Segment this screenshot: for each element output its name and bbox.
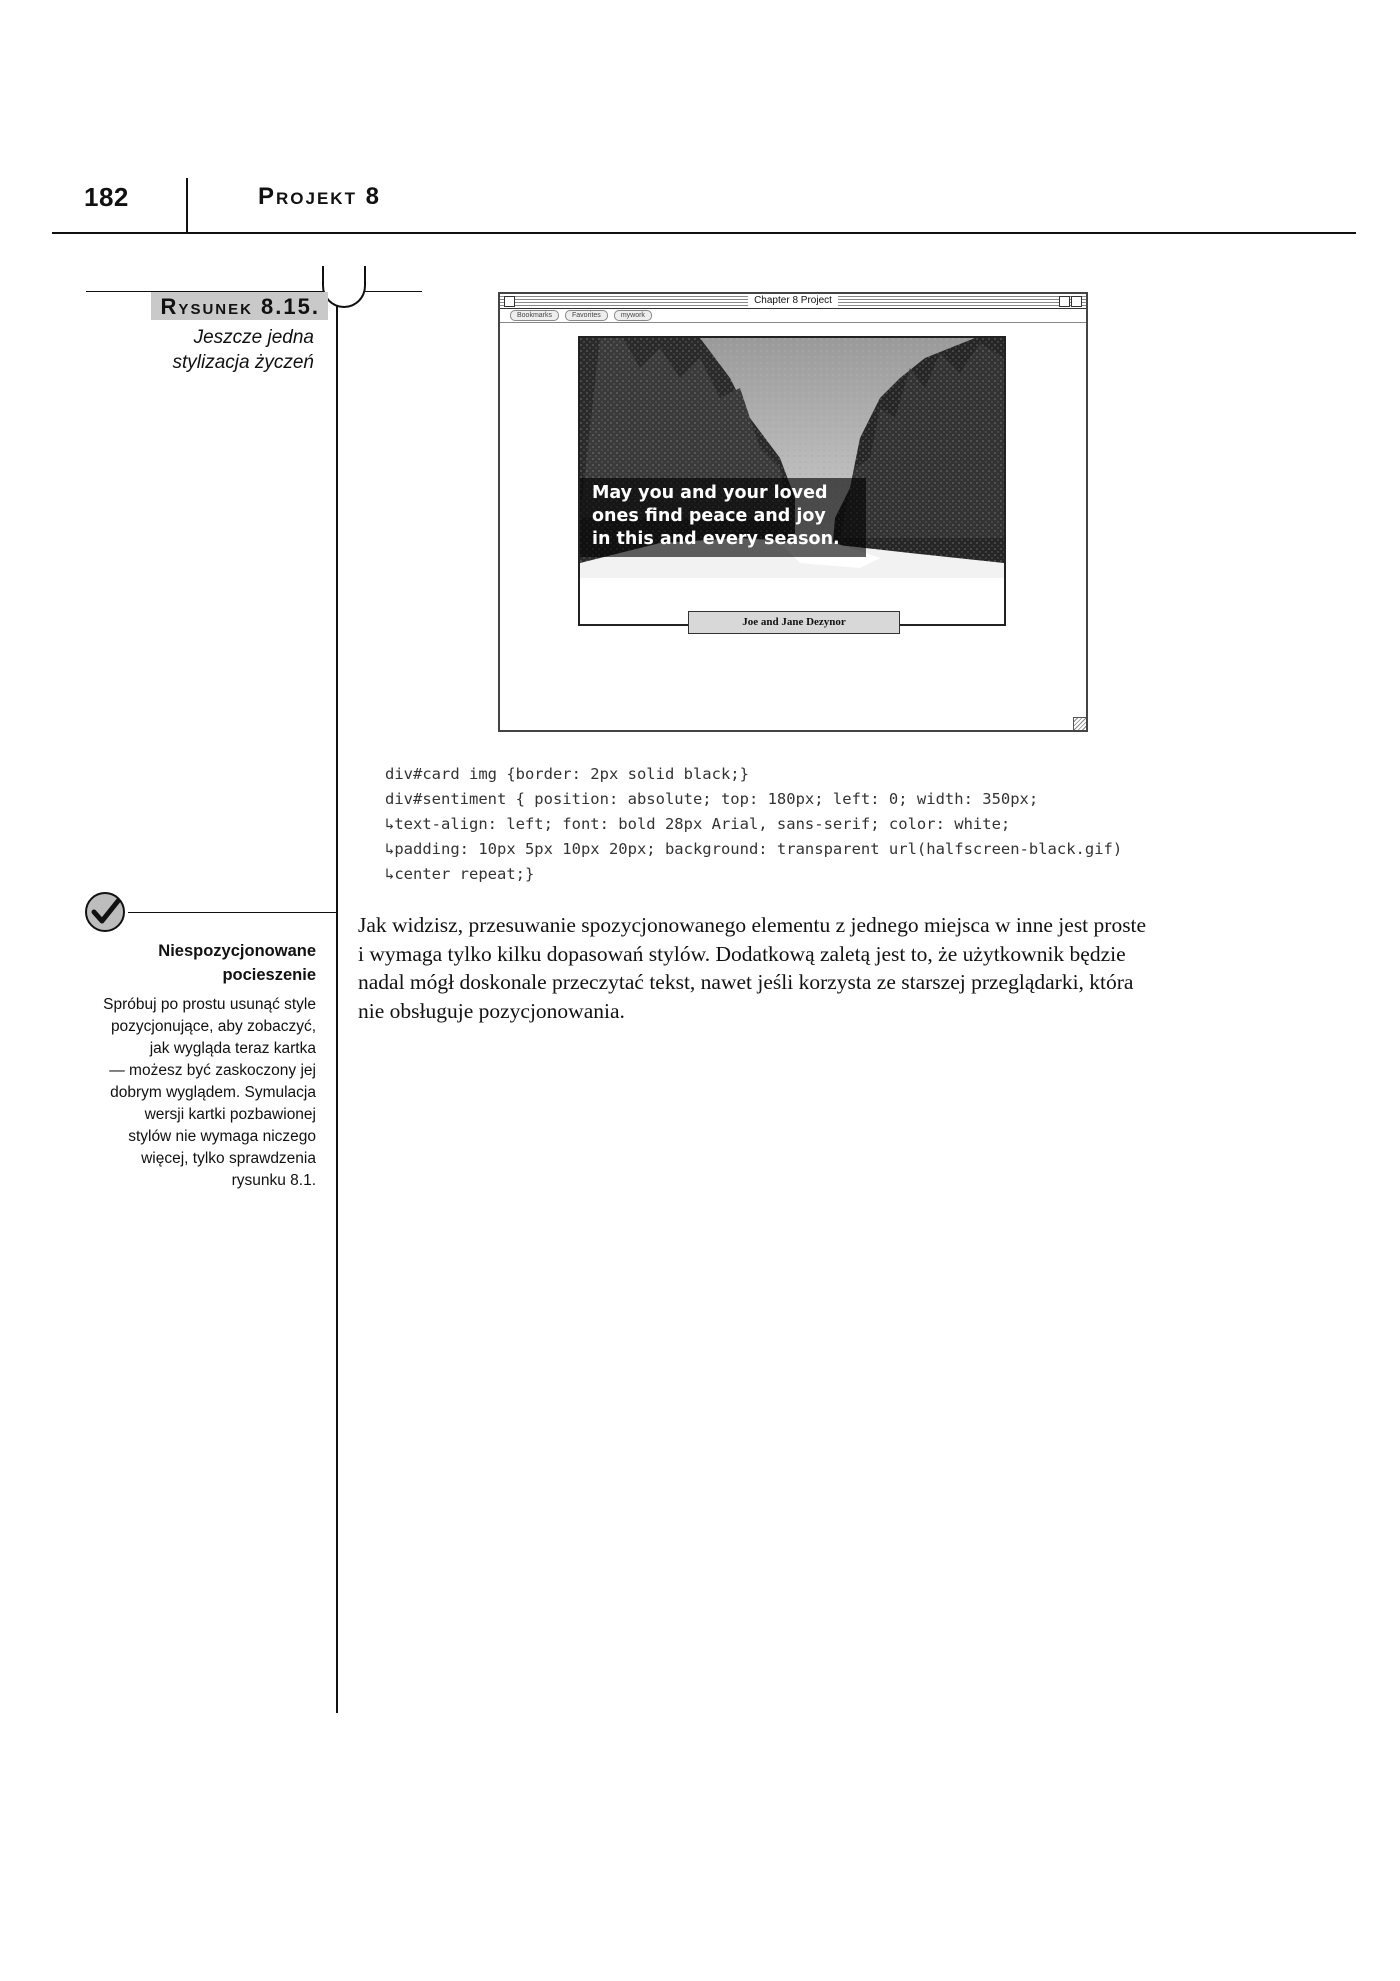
tip-body-line: pozycjonujące, aby zobaczyć, — [110, 1018, 316, 1035]
tip-body-line: Spróbuj po prostu usunąć style — [103, 996, 316, 1013]
sentiment-line: ones find peace and joy — [592, 506, 826, 526]
window-title: Chapter 8 Project — [748, 294, 838, 308]
body-line: nie obsługuje pozycjonowania. — [358, 998, 625, 1023]
code-line: ↳padding: 10px 5px 10px 20px; background: transparent url(halfscreen-black.gif) — [385, 840, 1123, 858]
sentiment-line: in this and every season. — [592, 529, 840, 549]
collapse-box-icon — [1071, 296, 1082, 307]
sentiment-line: May you and your loved — [592, 483, 828, 503]
code-line: ↳text-align: left; font: bold 28px Arial, sans-serif; color: white; — [385, 815, 1011, 833]
header-rule — [52, 232, 1356, 234]
figure-caption-line: stylizacja życzeń — [172, 352, 314, 373]
figure-hook-ornament — [322, 266, 366, 308]
toolbar-button: Bookmarks — [510, 310, 559, 321]
greeting-card — [578, 336, 1006, 626]
tip-body-line: wersji kartki pozbawionej — [144, 1106, 316, 1123]
tip-body-line: dobrym wyglądem. Symulacja — [110, 1084, 316, 1101]
zoom-box-icon — [1059, 296, 1070, 307]
code-listing — [385, 762, 1122, 887]
tip-body-line: stylów nie wymaga niczego — [128, 1128, 316, 1145]
body-line: i wymaga tylko kilku dopasowań stylów. Dodatkową zaletą jest to, że użytkownik będzie — [358, 941, 1126, 966]
toolbar-button: Favorites — [565, 310, 608, 321]
body-paragraph — [358, 911, 1218, 1025]
margin-divider — [336, 283, 338, 1713]
tip-rule — [128, 912, 336, 913]
tip-body-line: więcej, tylko sprawdzenia — [141, 1150, 316, 1167]
code-line: div#card img {border: 2px solid black;} — [385, 765, 749, 783]
body-line: Jak widzisz, przesuwanie spozycjonowanego elementu z jednego miejsca w inne jest proste — [358, 913, 1147, 937]
browser-toolbar — [500, 309, 1086, 323]
browser-screenshot — [498, 292, 1088, 732]
tip-body-line: jak wygląda teraz kartka — [149, 1040, 316, 1057]
code-line: ↳center repeat;} — [385, 865, 535, 883]
figure-label: Rysunek 8.15. — [151, 292, 328, 320]
figure-caption — [154, 325, 314, 375]
tip-title-line: Niespozycjonowane — [158, 942, 316, 960]
code-line: div#sentiment { position: absolute; top: 180px; left: 0; width: 350px; — [385, 790, 1039, 808]
page-number: 182 — [84, 182, 129, 212]
figure-caption-line: Jeszcze jedna — [193, 327, 314, 348]
tip-body — [66, 994, 316, 1192]
window-titlebar — [500, 294, 1086, 309]
tip-title-line: pocieszenie — [222, 966, 316, 984]
body-line: nadal mógł doskonale przeczytać tekst, nawet jeśli korzysta ze starszej przeglądarki, która — [358, 970, 1134, 994]
header-separator — [186, 178, 188, 234]
toolbar-button: mywork — [614, 310, 652, 321]
sentiment-overlay — [580, 478, 866, 557]
checkmark-icon — [84, 891, 126, 933]
close-box-icon — [504, 296, 515, 307]
tip-body-line: — możesz być zaskoczony jej — [109, 1062, 316, 1079]
running-head: Projekt 8 — [258, 183, 381, 210]
tip-title — [136, 939, 316, 987]
image-credit — [1006, 324, 1008, 331]
resize-grip-icon — [1073, 717, 1086, 730]
tip-body-line: rysunku 8.1. — [231, 1172, 316, 1189]
card-signature: Joe and Jane Dezynor — [688, 611, 900, 634]
